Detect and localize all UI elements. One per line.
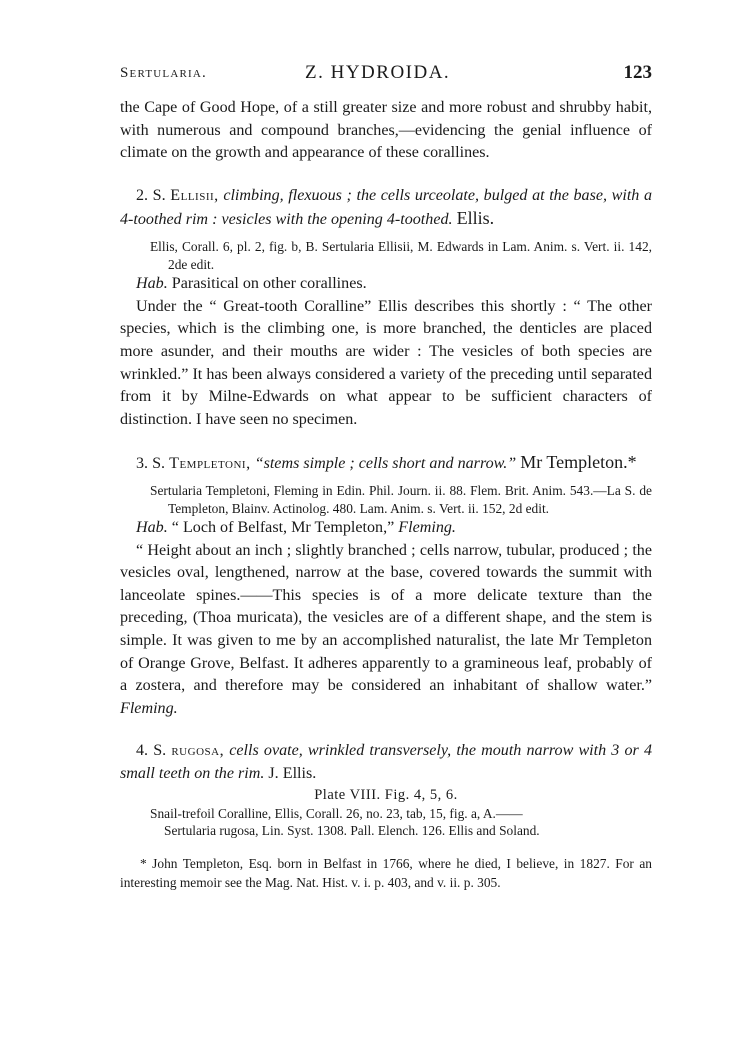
species-3-habitat — [120, 517, 652, 540]
species-2-hab-label: Hab. — [136, 275, 168, 293]
species-3-number: 3. S. — [136, 455, 166, 473]
species-2-authority: Ellis. — [456, 208, 495, 229]
species-3-heading — [120, 451, 652, 476]
species-2-notes: Under the “ Great-tooth Coralline” Ellis describes this shortly : “ The other species, which is the climbing one, is more branched, the denticles are placed more asunder, and their mouths are wider : The vesicles of both species are wrinkled.” It has been always considered a variety of the preceding until separated from it by Milne-Edwards on what appear to be sufficient characters of distinction. I have seen no specimen. — [120, 297, 652, 428]
species-3-hab-text: “ Loch of Belfast, Mr Templeton,” — [171, 519, 395, 537]
page-number: 123 — [623, 62, 652, 83]
species-4-authority: J. Ellis. — [268, 765, 317, 783]
species-4-description: cells ovate, wrinkled transversely, the mouth narrow with 3 or 4 small teeth on the rim. — [120, 742, 653, 783]
species-4-number: 4. S. — [136, 742, 167, 760]
species-3-name: Templetoni, — [169, 455, 251, 473]
species-2-habitat — [120, 273, 652, 296]
species-3-hab-label: Hab. — [136, 519, 168, 537]
species-4-synonymy-2: Sertularia rugosa, Lin. Syst. 1308. Pall. Elench. 126. Ellis and Soland. — [164, 823, 540, 839]
species-2-description: climbing, flexuous ; the cells urceolate, bulged at the base, with a 4-toothed rim : vesicles with the opening 4-toothed. — [120, 186, 652, 229]
running-head-genus: Sertularia. — [120, 65, 207, 81]
running-head-order: Z. HYDROIDA. — [305, 62, 451, 83]
footnote-text: John Templeton, Esq. born in Belfast in 1766, where he died, I believe, in 1827. For an interesting memoir see the Mag. Nat. Hist. v. i. p. 403, and v. ii. p. 305. — [120, 855, 652, 891]
species-4-heading — [120, 740, 652, 785]
species-4-name: rugosa, — [171, 742, 225, 760]
species-3-hab-source: Fleming. — [398, 519, 456, 537]
intro-paragraph: the Cape of Good Hope, of a still greater size and more robust and shrubby habit, with numerous and compound branches,—evidencing the genial influence of climate on the growth and appearance of these corallines. — [120, 99, 652, 162]
running-header — [120, 62, 652, 86]
species-3-notes — [120, 540, 652, 721]
species-3-notes-text: “ Height about an inch ; slightly branched ; cells narrow, tubular, produced ; the vesicles oval, lengthened, narrow at the base, covered towards the summit with lanceolate spines.——This species is of a more delicate texture than the preceding, (Thoa muricata), the vesicles are of a different shape, and the stem is simple. It was given to me by an accomplished naturalist, the late Mr Templeton of Orange Grove, Belfast. It adheres apparently to a gramineous leaf, probably of a zostera, and therefore may be considered an inhabitant of shallow water.” — [120, 541, 652, 695]
species-3-notes-source: Fleming. — [120, 699, 178, 717]
footnote-marker: * — [140, 855, 147, 871]
species-3-synonymy: Sertularia Templetoni, Fleming in Edin. Phil. Journ. ii. 88. Flem. Brit. Anim. 543.—La S. de Templeton, Blainv. Actinolog. 480. Lam. Anim. s. Vert. ii. 152, 2d edit. — [150, 482, 652, 516]
species-3-description: “stems simple ; cells short and narrow.” — [254, 455, 517, 473]
species-2-heading — [120, 185, 652, 232]
species-4-synonymy-1: Snail-trefoil Coralline, Ellis, Corall. 26, no. 23, tab, 15, fig. a, A.—— — [150, 805, 523, 821]
species-2-synonymy: Ellis, Corall. 6, pl. 2, fig. b, B. Sertularia Ellisii, M. Edwards in Lam. Anim. s. Vert. ii. 142, 2de edit. — [150, 238, 652, 272]
species-2-hab-text: Parasitical on other corallines. — [171, 275, 367, 293]
footnote — [120, 854, 652, 893]
page-body — [120, 97, 652, 893]
species-2-name: Ellisii, — [170, 186, 219, 204]
species-3-authority: Mr Templeton.* — [520, 452, 637, 473]
species-4-plate-reference: Plate VIII. Fig. 4, 5, 6. — [314, 786, 458, 803]
species-2-number: 2. S. — [136, 186, 166, 204]
